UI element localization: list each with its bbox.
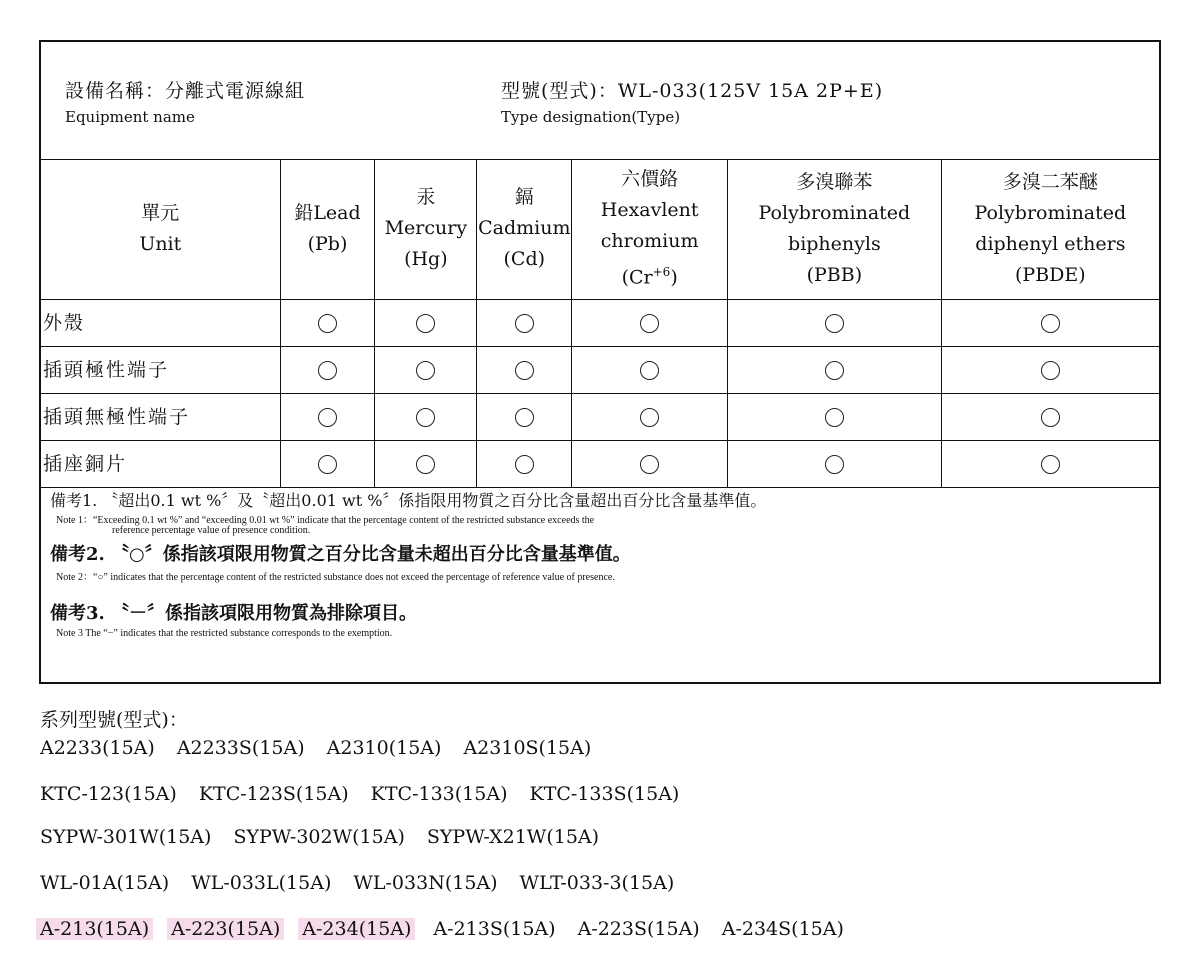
substance-status-cell <box>941 346 1159 393</box>
series-model-line <box>40 918 866 940</box>
column-header-line: (Pb) <box>307 232 348 255</box>
circle-mark-icon <box>515 455 534 474</box>
substance-status-cell <box>280 440 375 487</box>
circle-mark-icon <box>1041 314 1060 333</box>
rohs-declaration-frame <box>39 40 1161 684</box>
substance-status-cell <box>375 393 477 440</box>
substance-status-cell <box>280 299 375 346</box>
equipment-name-en: Equipment name <box>65 108 195 126</box>
series-model-item: WL-033N(15A) <box>353 872 498 894</box>
table-row <box>41 393 1159 440</box>
series-model-item: KTC-123(15A) <box>40 783 177 805</box>
table-header-row <box>41 159 1159 299</box>
circle-mark-icon <box>318 408 337 427</box>
column-header-line: (Cd) <box>503 248 546 271</box>
series-model-item: WL-033L(15A) <box>191 872 332 894</box>
substance-status-cell <box>941 299 1159 346</box>
table-row <box>41 299 1159 346</box>
substance-status-cell <box>572 393 728 440</box>
substance-status-cell <box>477 440 572 487</box>
circle-mark-icon <box>515 408 534 427</box>
substance-status-cell <box>477 346 572 393</box>
column-header-line: 多溴二苯醚 <box>1002 170 1098 193</box>
column-header-line: $(Cr^{+6})$ <box>621 265 678 289</box>
substance-status-cell <box>941 440 1159 487</box>
table-row <box>41 440 1159 487</box>
series-model-item: WL-01A(15A) <box>40 872 170 894</box>
column-header-line: 多溴聯苯 <box>796 170 873 193</box>
series-model-item: A-213S(15A) <box>433 918 556 940</box>
substance-status-cell <box>728 393 942 440</box>
column-header-line: Polybrominated <box>974 201 1127 224</box>
substance-status-cell <box>477 299 572 346</box>
type-designation-cn: 型號(型式)：WL-033(125V 15A 2P+E) <box>501 80 884 102</box>
circle-mark-icon <box>416 455 435 474</box>
equipment-name-cn: 設備名稱：分離式電源線組 <box>65 80 306 102</box>
series-model-item: KTC-123S(15A) <box>198 783 349 805</box>
column-header-line: (PBB) <box>806 263 863 286</box>
substance-status-cell <box>477 393 572 440</box>
circle-mark-icon <box>318 361 337 380</box>
column-header-line: 單元 <box>141 201 180 224</box>
column-header-line: Cadmium <box>478 217 571 240</box>
circle-mark-icon <box>318 314 337 333</box>
substance-status-cell <box>572 299 728 346</box>
circle-mark-icon <box>1041 361 1060 380</box>
note-1-en-b: reference percentage value of presence condition. <box>112 525 311 536</box>
substance-status-cell <box>375 299 477 346</box>
series-model-item: A-223(15A) <box>167 918 284 940</box>
circle-mark-icon <box>825 455 844 474</box>
column-header <box>941 159 1159 299</box>
circle-mark-icon <box>640 314 659 333</box>
column-header-line: Hexavlent <box>600 199 699 222</box>
column-header-line: Mercury <box>384 217 468 240</box>
table-row <box>41 346 1159 393</box>
circle-mark-icon <box>416 361 435 380</box>
note-3-en: Note 3 The “−” indicates that the restricted substance corresponds to the exemption. <box>56 628 393 639</box>
row-label: 插座銅片 <box>41 440 280 487</box>
column-header-line: 汞 <box>416 186 436 209</box>
series-model-item: A2310S(15A) <box>463 737 592 759</box>
series-title: 系列型號(型式)： <box>40 709 188 731</box>
series-model-item: A2233S(15A) <box>176 737 305 759</box>
type-designation-en: Type designation(Type) <box>501 108 681 126</box>
substance-status-cell <box>375 346 477 393</box>
note-2-en: Note 2：“○” indicates that the percentage content of the restricted substance does not exceed the percentage of reference value of presence. <box>56 572 615 583</box>
circle-mark-icon <box>825 361 844 380</box>
substance-status-cell <box>941 393 1159 440</box>
series-model-item: A-213(15A) <box>36 918 153 940</box>
series-model-item: SYPW-301W(15A) <box>40 826 212 848</box>
note-3-cn: 備考3. 〝－〞係指該項限用物質為排除項目。 <box>50 603 418 624</box>
substance-status-cell <box>572 346 728 393</box>
substance-status-cell <box>728 440 942 487</box>
substance-status-cell <box>280 346 375 393</box>
series-model-item: WLT-033-3(15A) <box>519 872 675 894</box>
series-model-item: A-223S(15A) <box>577 918 700 940</box>
note-2-cn: 備考2. 〝○〞係指該項限用物質之百分比含量未超出百分比含量基準值。 <box>50 544 631 565</box>
row-label: 插頭極性端子 <box>41 346 280 393</box>
circle-mark-icon <box>416 408 435 427</box>
circle-mark-icon <box>640 361 659 380</box>
substance-status-cell <box>280 393 375 440</box>
series-model-item: KTC-133(15A) <box>370 783 508 805</box>
series-model-line <box>40 737 613 759</box>
circle-mark-icon <box>515 361 534 380</box>
equipment-header <box>41 42 1159 160</box>
column-header-line: diphenyl ethers <box>975 232 1126 255</box>
column-header-line: biphenyls <box>788 232 881 255</box>
series-model-line <box>40 783 701 805</box>
series-model-item: A-234(15A) <box>298 918 415 940</box>
circle-mark-icon <box>515 314 534 333</box>
column-header-line: (PBDE) <box>1015 263 1086 286</box>
column-header-line: chromium <box>600 230 699 253</box>
circle-mark-icon <box>825 408 844 427</box>
circle-mark-icon <box>318 455 337 474</box>
substance-status-cell <box>375 440 477 487</box>
substance-status-cell <box>728 346 942 393</box>
substance-status-cell <box>728 299 942 346</box>
note-1-en-a: Note 1：“Exceeding 0.1 wt %” and “exceeding 0.01 wt %” indicate that the percentage content of the restricted substance exceeds the <box>56 515 595 526</box>
series-model-item: KTC-133S(15A) <box>529 783 680 805</box>
column-header <box>572 159 728 299</box>
column-header-line: (Hg) <box>404 248 448 271</box>
circle-mark-icon <box>1041 455 1060 474</box>
column-header <box>280 159 375 299</box>
series-model-line <box>40 826 621 848</box>
column-header <box>477 159 572 299</box>
circle-mark-icon <box>416 314 435 333</box>
series-model-line <box>40 872 696 894</box>
series-model-item: SYPW-302W(15A) <box>233 826 405 848</box>
column-header <box>41 159 280 299</box>
series-model-item: A2310(15A) <box>326 737 442 759</box>
note-1-cn: 備考1. 〝超出0.1 wt %〞及〝超出0.01 wt %〞係指限用物質之百分比含量超出百分比含量基準值。 <box>50 491 767 510</box>
column-header-line: 鉛Lead <box>294 201 361 224</box>
column-header-line: Unit <box>139 232 182 255</box>
row-label: 插頭無極性端子 <box>41 393 280 440</box>
substance-status-cell <box>572 440 728 487</box>
column-header-line: 六價鉻 <box>621 168 679 191</box>
restricted-substances-table <box>41 159 1159 488</box>
circle-mark-icon <box>1041 408 1060 427</box>
circle-mark-icon <box>825 314 844 333</box>
circle-mark-icon <box>640 408 659 427</box>
column-header <box>375 159 477 299</box>
series-model-item: A2233(15A) <box>40 737 155 759</box>
column-header <box>728 159 942 299</box>
row-label: 外殼 <box>41 299 280 346</box>
series-model-item: A-234S(15A) <box>721 918 844 940</box>
series-model-item: SYPW-X21W(15A) <box>426 826 600 848</box>
column-header-line: 鎘 <box>514 186 534 209</box>
column-header-line: Polybrominated <box>758 201 911 224</box>
circle-mark-icon <box>640 455 659 474</box>
